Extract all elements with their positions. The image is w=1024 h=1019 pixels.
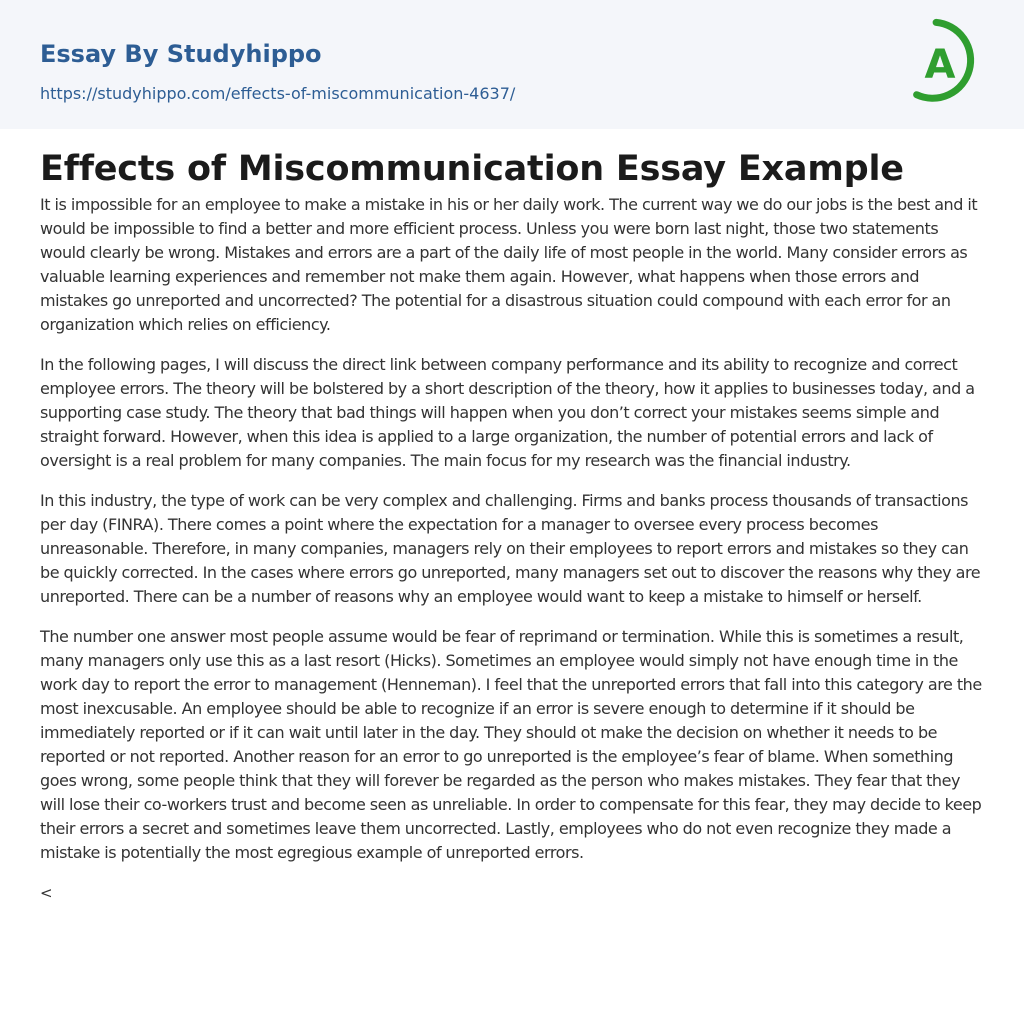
essay-paragraph-3: In this industry, the type of work can be very complex and challenging. Firms and banks process thousands of transactions per day (FINRA). There comes a point where the expectation for a manager to oversee every process becomes unreasonable. Therefore, in many companies, managers rely on their employees to report errors and mistakes so they can be quickly corrected. In the cases where errors go unreported, many managers set out to discover the reasons why they are unreported. There can be a number of reasons why an employee would want to keep a mistake to himself or herself.: [40, 491, 981, 606]
logo-letter: A: [924, 42, 956, 88]
essay-title: Effects of Miscommunication Essay Example: [40, 149, 904, 189]
essay-paragraph-4: The number one answer most people assume would be fear of reprimand or termination. While this is sometimes a result, many managers only use this as a last resort (Hicks). Sometimes an employee would simply not have enough time in the work day to report the error to management (Henneman). I feel that the unreported errors that fall into this category are the most inexcusable. An employee should be able to recognize if an error is severe enough to determine if it should be immediately reported or if it can wait until later in the day. They should ot make the decision on whether it needs to be reported or not reported. Another reason for an error to go unreported is the employee’s fear of blame. When something goes wrong, some people think that they will forever be regarded as the person who makes mistakes. They fear that they will lose their co-workers trust and become seen as unreliable. In order to compensate for this fear, they may decide to keep their errors a secret and sometimes leave them uncorrected. Lastly, employees who do not even recognize they made a mistake is potentially the most egregious example of unreported errors.: [40, 627, 982, 862]
essay-paragraph-1: It is impossible for an employee to make a mistake in his or her daily work. The current way we do our jobs is the best and it would be impossible to find a better and more efficient process. Unless you were born last night, those two statements would clearly be wrong. Mistakes and errors are a part of the daily life of most people in the world. Many consider errors as valuable learning experiences and remember not make them again. However, what happens when those errors and mistakes go unreported and uncorrected? The potential for a disastrous situation could compound with each error for an organization which relies on efficiency.: [40, 195, 978, 334]
studyhippo-logo-icon[interactable]: [908, 14, 992, 112]
pagination-prev[interactable]: <: [40, 884, 53, 902]
essay-paragraph-2: In the following pages, I will discuss the direct link between company performance and its ability to recognize and correct employee errors. The theory will be bolstered by a short description of the theory, how it applies to businesses today, and a supporting case study. The theory that bad things will happen when you don’t correct your mistakes seems simple and straight forward. However, when this idea is applied to a large organization, the number of potential errors and lack of oversight is a real problem for many companies. The main focus for my research was the financial industry.: [40, 355, 975, 470]
brand-title: Essay By Studyhippo: [40, 40, 322, 68]
essay-content: [0, 147, 1024, 905]
site-header: [0, 0, 1024, 129]
source-url-link[interactable]: https://studyhippo.com/effects-of-miscommunication-4637/: [40, 84, 516, 103]
